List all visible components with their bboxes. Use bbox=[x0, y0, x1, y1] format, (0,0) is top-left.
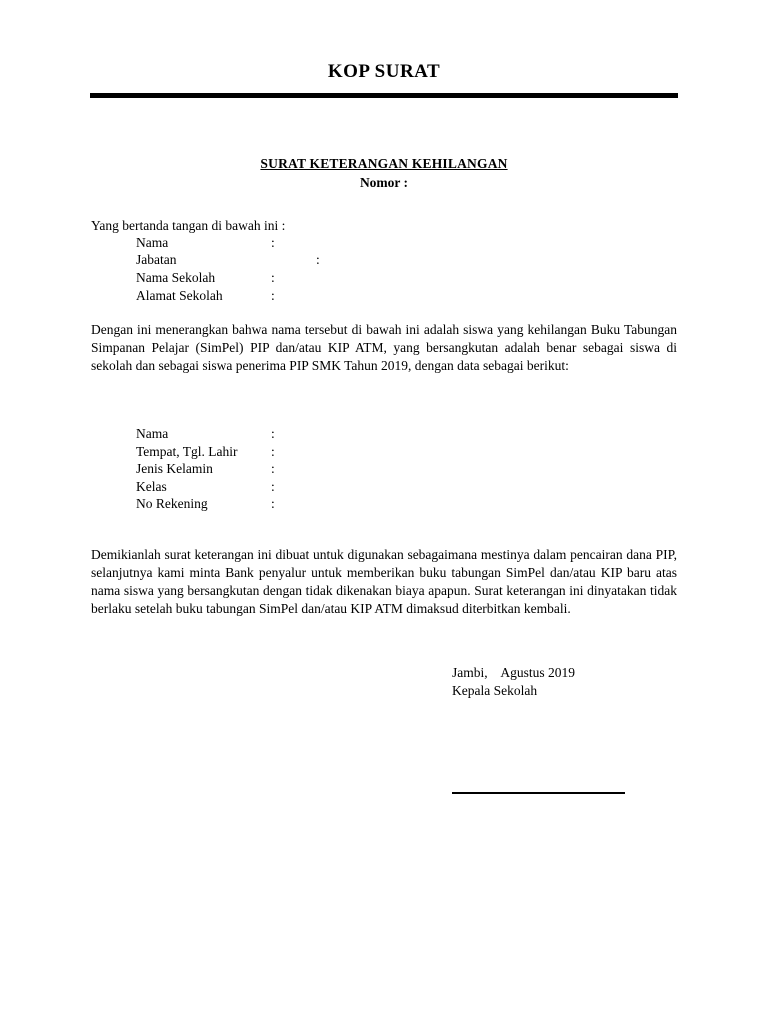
student-field-label: Kelas bbox=[136, 479, 167, 494]
student-field-label: Jenis Kelamin bbox=[136, 461, 213, 476]
student-field-label: No Rekening bbox=[136, 496, 208, 511]
student-field-colon: : bbox=[271, 426, 275, 441]
intro-text: Yang bertanda tangan di bawah ini : bbox=[91, 218, 286, 233]
signer-field-label: Alamat Sekolah bbox=[136, 288, 223, 303]
signature-line bbox=[452, 792, 625, 794]
student-field-colon: : bbox=[271, 444, 275, 459]
kop-surat-header: KOP SURAT bbox=[327, 61, 441, 82]
signer-position: Kepala Sekolah bbox=[452, 683, 538, 698]
student-field-colon: : bbox=[271, 496, 275, 511]
place-date: Jambi, Agustus 2019 bbox=[452, 665, 576, 680]
signer-field-label: Nama bbox=[136, 235, 169, 250]
signer-field-label: Jabatan bbox=[136, 252, 177, 267]
signer-field-colon: : bbox=[271, 288, 275, 303]
statement-paragraph: Dengan ini menerangkan bahwa nama tersebut di bawah ini adalah siswa yang kehilangan Buku Tabungan Simpanan Pelajar (SimPel) PIP dan/atau KIP ATM, yang bersangkutan adalah benar sebagai siswa di sekolah dan sebagai siswa penerima PIP SMK Tahun 2019, dengan data sebagai berikut: bbox=[91, 322, 677, 373]
signer-field-colon: : bbox=[271, 235, 275, 250]
closing-paragraph: Demikianlah surat keterangan ini dibuat untuk digunakan sebagaimana mestinya dalam pencairan dana PIP, selanjutnya kami minta Bank penyalur untuk memberikan buku tabungan SimPel dan/atau KIP baru atas nama siswa yang bersangkutan dengan tidak dikenakan biaya apapun. Surat keterangan ini dinyatakan tidak berlaku setelah buku tabungan SimPel dan/atau KIP ATM dimaksud diterbitkan kembali. bbox=[91, 547, 677, 616]
signer-field-colon: : bbox=[316, 252, 320, 267]
document-number: Nomor : bbox=[359, 175, 409, 190]
student-field-label: Tempat, Tgl. Lahir bbox=[136, 444, 238, 459]
student-field-colon: : bbox=[271, 479, 275, 494]
signer-field-label: Nama Sekolah bbox=[136, 270, 216, 285]
student-field-label: Nama bbox=[136, 426, 169, 441]
signer-field-colon: : bbox=[271, 270, 275, 285]
document-title: SURAT KETERANGAN KEHILANGAN bbox=[260, 156, 508, 171]
student-field-colon: : bbox=[271, 461, 275, 476]
header-divider bbox=[90, 93, 678, 98]
